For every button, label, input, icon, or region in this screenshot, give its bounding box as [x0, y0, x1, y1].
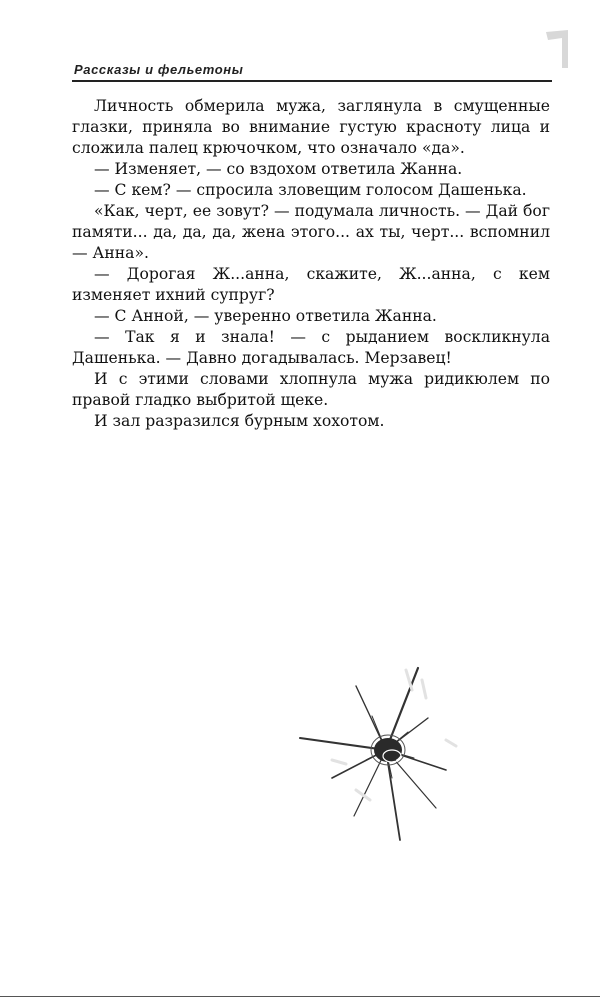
paragraph: — С Анной, — уверенно ответила Жанна.: [94, 307, 437, 325]
header-rule: [72, 80, 552, 82]
starburst-ornament-icon: [296, 640, 476, 860]
running-header: Рассказы и фельетоны: [74, 62, 244, 77]
paragraph: — Дорогая Ж...анна, скажите, Ж...анна, с кем изменяет ихний супруг?: [72, 265, 550, 304]
page-corner-mark-icon: [544, 30, 570, 70]
bottom-edge-rule: [0, 996, 600, 997]
paragraph: Личность обмерила мужа, заглянула в смущенные глазки, приняла во внимание густую красноту лица и сложила палец крючочком, что означало «да».: [72, 97, 550, 157]
paragraph: — Так я и знала! — с рыданием воскликнула Дашенька. — Давно догадывалась. Мерзавец!: [72, 328, 550, 367]
paragraph: «Как, черт, ее зовут? — подумала личность. — Дай бог памяти... да, да, да, жена этого... ах ты, черт... вспомнил — Анна».: [72, 202, 550, 262]
paragraph: И зал разразился бурным хохотом.: [94, 412, 385, 430]
paragraph: И с этими словами хлопнула мужа ридикюлем по правой гладко выбритой щеке.: [72, 370, 550, 409]
paragraph: — С кем? — спросила зловещим голосом Дашенька.: [94, 181, 527, 199]
paragraph: — Изменяет, — со вздохом ответила Жанна.: [94, 160, 463, 178]
body-text: [72, 96, 550, 432]
